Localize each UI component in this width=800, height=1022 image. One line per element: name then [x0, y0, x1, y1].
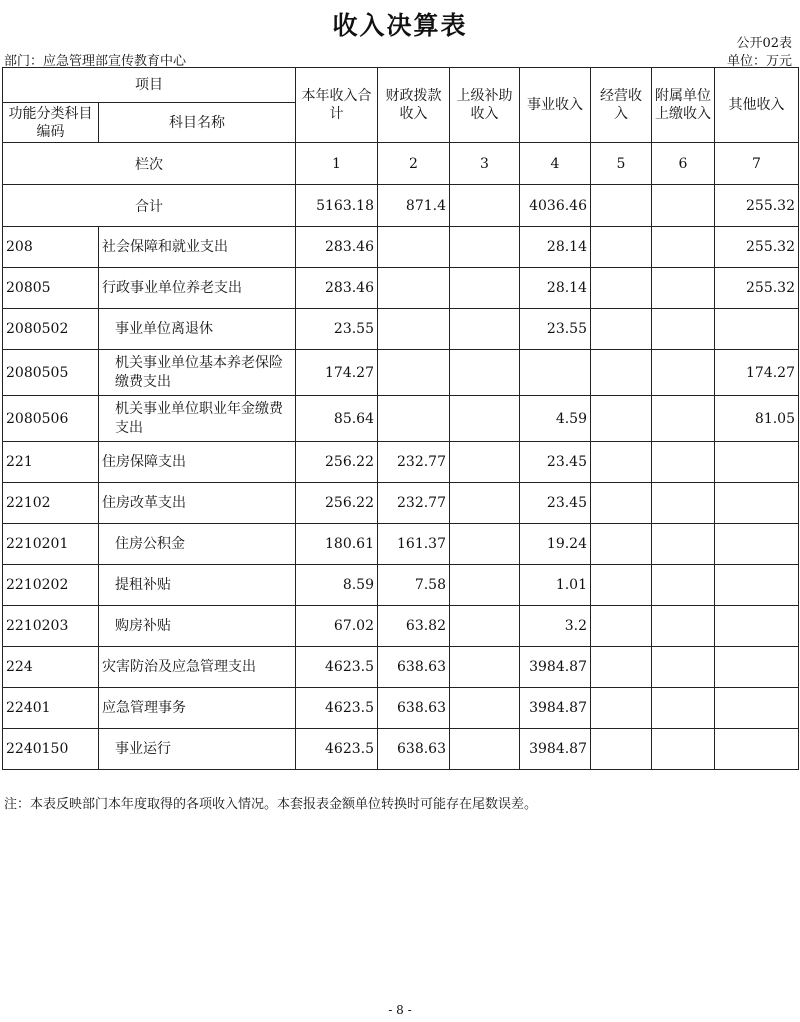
amount-cell: 256.22 — [296, 442, 378, 483]
income-table — [2, 67, 799, 770]
report-title: 收入决算表 — [332, 11, 468, 40]
header-business: 事业收入 — [520, 68, 591, 143]
amount-cell: 28.14 — [520, 227, 591, 268]
amount-cell — [450, 729, 520, 770]
amount-cell — [591, 606, 652, 647]
amount-cell: 81.05 — [715, 396, 799, 442]
amount-cell: 63.82 — [378, 606, 450, 647]
amount-cell — [450, 396, 520, 442]
amount-cell: 174.27 — [296, 350, 378, 396]
amount-cell — [715, 309, 799, 350]
amount-cell: 4623.5 — [296, 688, 378, 729]
amount-cell: 638.63 — [378, 688, 450, 729]
column-index-4: 4 — [520, 143, 591, 185]
amount-cell — [715, 565, 799, 606]
function-code-cell: 22401 — [3, 688, 99, 729]
function-code-cell: 2240150 — [3, 729, 99, 770]
amount-cell — [715, 647, 799, 688]
amount-cell — [378, 350, 450, 396]
amount-cell: 283.46 — [296, 227, 378, 268]
subject-name-cell: 行政事业单位养老支出 — [99, 268, 296, 309]
subject-name-cell: 事业运行 — [99, 729, 296, 770]
total-cell — [591, 185, 652, 227]
total-cell: 4036.46 — [520, 185, 591, 227]
amount-cell: 85.64 — [296, 396, 378, 442]
amount-cell: 255.32 — [715, 227, 799, 268]
function-code-cell: 2080506 — [3, 396, 99, 442]
amount-cell: 180.61 — [296, 524, 378, 565]
total-label: 合计 — [3, 185, 296, 227]
amount-cell — [378, 268, 450, 309]
amount-cell — [652, 350, 715, 396]
amount-cell: 283.46 — [296, 268, 378, 309]
amount-cell — [652, 309, 715, 350]
table-body — [3, 227, 799, 770]
header-operating: 经营收入 — [591, 68, 652, 143]
amount-cell — [652, 565, 715, 606]
amount-cell — [652, 647, 715, 688]
footnote: 注：本表反映部门本年度取得的各项收入情况。本套报表金额单位转换时可能存在尾数误差。 — [4, 797, 538, 812]
function-code-cell: 2210203 — [3, 606, 99, 647]
amount-cell — [520, 350, 591, 396]
amount-cell — [652, 483, 715, 524]
table-row — [3, 350, 799, 396]
amount-cell — [652, 524, 715, 565]
table-row — [3, 396, 799, 442]
subject-name-cell: 机关事业单位职业年金缴费支出 — [99, 396, 296, 442]
function-code-cell: 2210202 — [3, 565, 99, 606]
amount-cell: 161.37 — [378, 524, 450, 565]
column-index-2: 2 — [378, 143, 450, 185]
subject-name-cell: 机关事业单位基本养老保险缴费支出 — [99, 350, 296, 396]
total-cell: 5163.18 — [296, 185, 378, 227]
amount-cell: 23.55 — [520, 309, 591, 350]
amount-cell — [450, 688, 520, 729]
column-index-5: 5 — [591, 143, 652, 185]
amount-cell — [652, 606, 715, 647]
amount-cell — [591, 227, 652, 268]
page-number: - 8 - — [388, 1003, 412, 1017]
subject-name-cell: 应急管理事务 — [99, 688, 296, 729]
amount-cell — [378, 227, 450, 268]
amount-cell — [450, 606, 520, 647]
subject-name-cell: 住房保障支出 — [99, 442, 296, 483]
header-other: 其他收入 — [715, 68, 799, 143]
amount-cell — [450, 483, 520, 524]
unit-label: 单位：万元 — [726, 54, 792, 69]
subject-name-cell: 提租补贴 — [99, 565, 296, 606]
amount-cell: 4623.5 — [296, 647, 378, 688]
amount-cell — [652, 442, 715, 483]
amount-cell: 67.02 — [296, 606, 378, 647]
function-code-cell: 20805 — [3, 268, 99, 309]
amount-cell: 4623.5 — [296, 729, 378, 770]
column-index-label: 栏次 — [3, 143, 296, 185]
amount-cell — [450, 309, 520, 350]
amount-cell — [450, 442, 520, 483]
column-index-3: 3 — [450, 143, 520, 185]
amount-cell — [591, 483, 652, 524]
amount-cell: 28.14 — [520, 268, 591, 309]
amount-cell: 232.77 — [378, 442, 450, 483]
amount-cell — [591, 565, 652, 606]
amount-cell — [378, 309, 450, 350]
total-cell: 871.4 — [378, 185, 450, 227]
function-code-cell: 2210201 — [3, 524, 99, 565]
amount-cell — [652, 268, 715, 309]
amount-cell — [591, 524, 652, 565]
header-total: 本年收入合计 — [296, 68, 378, 143]
amount-cell — [450, 565, 520, 606]
amount-cell: 3984.87 — [520, 729, 591, 770]
amount-cell — [591, 688, 652, 729]
table-row — [3, 729, 799, 770]
amount-cell: 3984.87 — [520, 647, 591, 688]
amount-cell — [591, 350, 652, 396]
total-cell — [652, 185, 715, 227]
header-affiliated: 附属单位上缴收入 — [652, 68, 715, 143]
header-subject-name: 科目名称 — [99, 103, 296, 143]
amount-cell: 23.45 — [520, 483, 591, 524]
amount-cell — [715, 606, 799, 647]
table-row — [3, 647, 799, 688]
subject-name-cell: 社会保障和就业支出 — [99, 227, 296, 268]
table-row — [3, 268, 799, 309]
function-code-cell: 22102 — [3, 483, 99, 524]
subject-name-cell: 事业单位离退休 — [99, 309, 296, 350]
amount-cell: 3.2 — [520, 606, 591, 647]
amount-cell: 638.63 — [378, 729, 450, 770]
function-code-cell: 2080502 — [3, 309, 99, 350]
amount-cell — [715, 483, 799, 524]
amount-cell — [652, 227, 715, 268]
header-item: 项目 — [3, 68, 296, 103]
amount-cell: 19.24 — [520, 524, 591, 565]
amount-cell — [652, 688, 715, 729]
table-row — [3, 442, 799, 483]
amount-cell — [450, 350, 520, 396]
amount-cell — [450, 647, 520, 688]
amount-cell — [591, 647, 652, 688]
amount-cell — [715, 729, 799, 770]
amount-cell — [378, 396, 450, 442]
amount-cell — [715, 524, 799, 565]
table-row — [3, 227, 799, 268]
amount-cell — [591, 442, 652, 483]
amount-cell: 174.27 — [715, 350, 799, 396]
amount-cell — [715, 688, 799, 729]
table-row — [3, 483, 799, 524]
column-index-6: 6 — [652, 143, 715, 185]
amount-cell — [591, 309, 652, 350]
amount-cell — [652, 729, 715, 770]
header-superior: 上级补助收入 — [450, 68, 520, 143]
amount-cell — [715, 442, 799, 483]
subject-name-cell: 住房公积金 — [99, 524, 296, 565]
amount-cell: 7.58 — [378, 565, 450, 606]
table-row — [3, 524, 799, 565]
column-index-1: 1 — [296, 143, 378, 185]
table-row — [3, 688, 799, 729]
amount-cell — [591, 268, 652, 309]
amount-cell — [450, 268, 520, 309]
amount-cell — [450, 524, 520, 565]
total-cell — [450, 185, 520, 227]
amount-cell: 255.32 — [715, 268, 799, 309]
amount-cell: 23.45 — [520, 442, 591, 483]
department-label: 部门：应急管理部宣传教育中心 — [4, 54, 187, 69]
total-row — [3, 185, 799, 227]
function-code-cell: 221 — [3, 442, 99, 483]
column-index-7: 7 — [715, 143, 799, 185]
amount-cell: 4.59 — [520, 396, 591, 442]
amount-cell: 1.01 — [520, 565, 591, 606]
amount-cell — [450, 227, 520, 268]
total-cell: 255.32 — [715, 185, 799, 227]
amount-cell — [591, 396, 652, 442]
amount-cell: 256.22 — [296, 483, 378, 524]
header-func-code: 功能分类科目编码 — [3, 103, 99, 143]
function-code-cell: 2080505 — [3, 350, 99, 396]
amount-cell: 3984.87 — [520, 688, 591, 729]
amount-cell: 638.63 — [378, 647, 450, 688]
subject-name-cell: 灾害防治及应急管理支出 — [99, 647, 296, 688]
function-code-cell: 208 — [3, 227, 99, 268]
table-row — [3, 606, 799, 647]
function-code-cell: 224 — [3, 647, 99, 688]
amount-cell: 8.59 — [296, 565, 378, 606]
amount-cell — [591, 729, 652, 770]
form-number: 公开02表 — [736, 36, 792, 51]
amount-cell — [652, 396, 715, 442]
amount-cell: 23.55 — [296, 309, 378, 350]
table-row — [3, 309, 799, 350]
subject-name-cell: 住房改革支出 — [99, 483, 296, 524]
subject-name-cell: 购房补贴 — [99, 606, 296, 647]
amount-cell: 232.77 — [378, 483, 450, 524]
header-fiscal: 财政拨款收入 — [378, 68, 450, 143]
table-row — [3, 565, 799, 606]
